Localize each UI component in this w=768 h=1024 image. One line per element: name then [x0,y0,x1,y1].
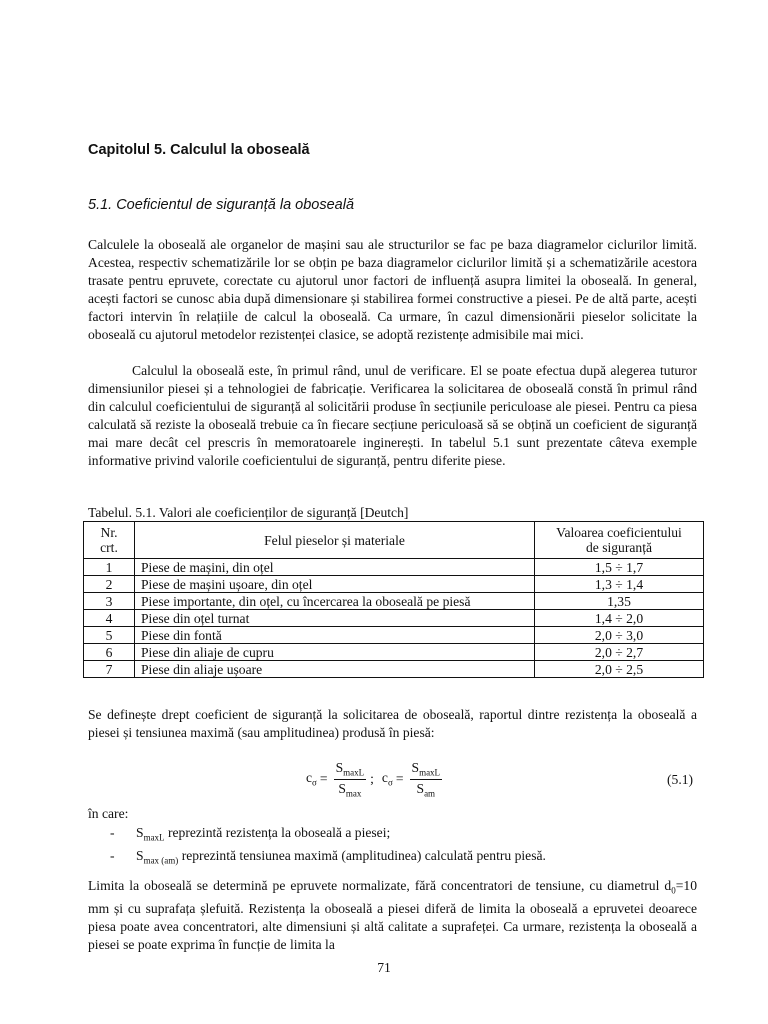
list-item: - $S_{max (am)}$ reprezintă tensiunea maximă (amplitudinea) calculată pentru piesă. [110,847,546,866]
formula-c-sigma-2: $c_\sigma$ [381,770,393,789]
paragraph-4: Limita la oboseală se determină pe epruvete normalizate, fără concentratori de tensiune, cu diametrul $d_0=10$ mm și cu suprafața șlefuită. Rezistența la oboseală a piesei diferă de limita la oboseală a epruvetei deoarece piesa poate avea concentratori, alte dimensiuni și altă calitate a suprafeței. Ca urmare, rezistența la oboseală a piesei se poate exprima în funcție de limita la [88,878,697,952]
equation-number: (5.1) [667,772,694,787]
paragraph-2: Calculul la oboseală este, în primul rând, unul de verificare. El se poate efectua după alegerea tuturor dimensiunilor piesei și a tehnologiei de fabricație. Verificarea la solicitarea de oboseală constă în primul rând din calculul coeficientului de siguranță al solicitării produse în secțiunile periculoase ale piesei. Pentru ca piesa calculată să reziste la oboseală trebuie ca în fiecare secțiune periculoasă să se obțină un coeficient de siguranță mai mare decât cel prescris în memoratoarele inginerești. In tabelul 5.1 sunt prezentate câteva exemple informative privind valorile coeficientului de siguranță, pentru diferite piese. [88,363,697,468]
cell-value: 2,0 ÷ 2,7 [535,644,704,661]
formula-equals-1: = [319,771,328,787]
formula-fraction-1 [334,760,367,798]
table-row [84,593,704,610]
cell-nr: 1 [84,559,135,576]
in-care-label: în care: [88,806,129,821]
header-type: Felul pieselor și materiale [135,522,535,559]
list-item: - $S_{maxL}$ reprezintă rezistența la oboseală a piesei; [110,825,391,843]
paragraph-1: Calculele la oboseală ale organelor de mașini sau ale structurilor se fac pe baza diagramelor ciclurilor limită. Acestea, respectiv schematizările lor se obțin pe baza diagramelor ciclurilor limită și a schematizările acestora trasate pentru epruvete, corectate cu ajutorul unor factori de influență asupra limitei la oboseală. In general, acești factori se cunosc abia după dimensionare și stabilirea formei constructive a piesei. Pe de altă parte, acești factori intervin în relațiile de calcul la oboseală. Ca urmare, în cazul dimensionării pieselor solicitate la oboseală cu ajutorul metodelor rezistenței clasice, se adoptă rezistențe admisibile mai mici. [88,237,697,342]
cell-nr: 5 [84,627,135,644]
cell-nr: 4 [84,610,135,627]
cell-type: Piese din aliaje ușoare [135,661,535,678]
formula-fraction-2 [410,760,443,798]
cell-value: 1,35 [535,593,704,610]
definition-list [110,824,546,869]
table-row [84,661,704,678]
cell-value: 2,0 ÷ 2,5 [535,661,704,678]
page-number: 71 [377,960,391,975]
cell-nr: 2 [84,576,135,593]
cell-nr: 6 [84,644,135,661]
formula-separator: ; [370,771,374,787]
table-row [84,644,704,661]
header-value: Valoarea coeficientului de siguranță [535,522,704,559]
safety-coefficient-formula [306,760,445,798]
table-row [84,559,704,576]
cell-value: 1,3 ÷ 1,4 [535,576,704,593]
safety-coefficient-table [83,521,704,678]
fraction-denominator: $S_{am}$ [416,780,436,799]
cell-nr: 7 [84,661,135,678]
chapter-title: Capitolul 5. Calculul la oboseală [88,142,310,158]
paragraph-3: Se definește drept coeficient de siguranță la solicitarea de oboseală, raportul dintre rezistența la oboseală a piesei și tensiunea maximă (sau amplitudinea) produsă în piesă: [88,707,697,740]
cell-nr: 3 [84,593,135,610]
cell-value: 1,4 ÷ 2,0 [535,610,704,627]
cell-type: Piese din oțel turnat [135,610,535,627]
table-row [84,576,704,593]
cell-type: Piese de mașini, din oțel [135,559,535,576]
table-caption: Tabelul. 5.1. Valori ale coeficienților de siguranță [Deutch] [88,505,409,520]
formula-equals-2: = [395,771,404,787]
cell-type: Piese de mașini ușoare, din oțel [135,576,535,593]
fraction-numerator: $S_{maxL}$ [411,760,441,778]
table-row [84,610,704,627]
fraction-numerator: $S_{maxL}$ [335,760,365,778]
cell-type: Piese din fontă [135,627,535,644]
cell-value: 1,5 ÷ 1,7 [535,559,704,576]
formula-c-sigma-1: $c_\sigma$ [306,770,317,789]
cell-type: Piese din aliaje de cupru [135,644,535,661]
section-title: 5.1. Coeficientul de siguranță la oboseală [88,197,355,213]
table-header-row [84,522,704,559]
table-row [84,627,704,644]
header-nr: Nr. crt. [84,522,135,559]
fraction-denominator: $S_{max}$ [338,780,362,799]
cell-type: Piese importante, din oțel, cu încercarea la oboseală pe piesă [135,593,535,610]
cell-value: 2,0 ÷ 3,0 [535,627,704,644]
